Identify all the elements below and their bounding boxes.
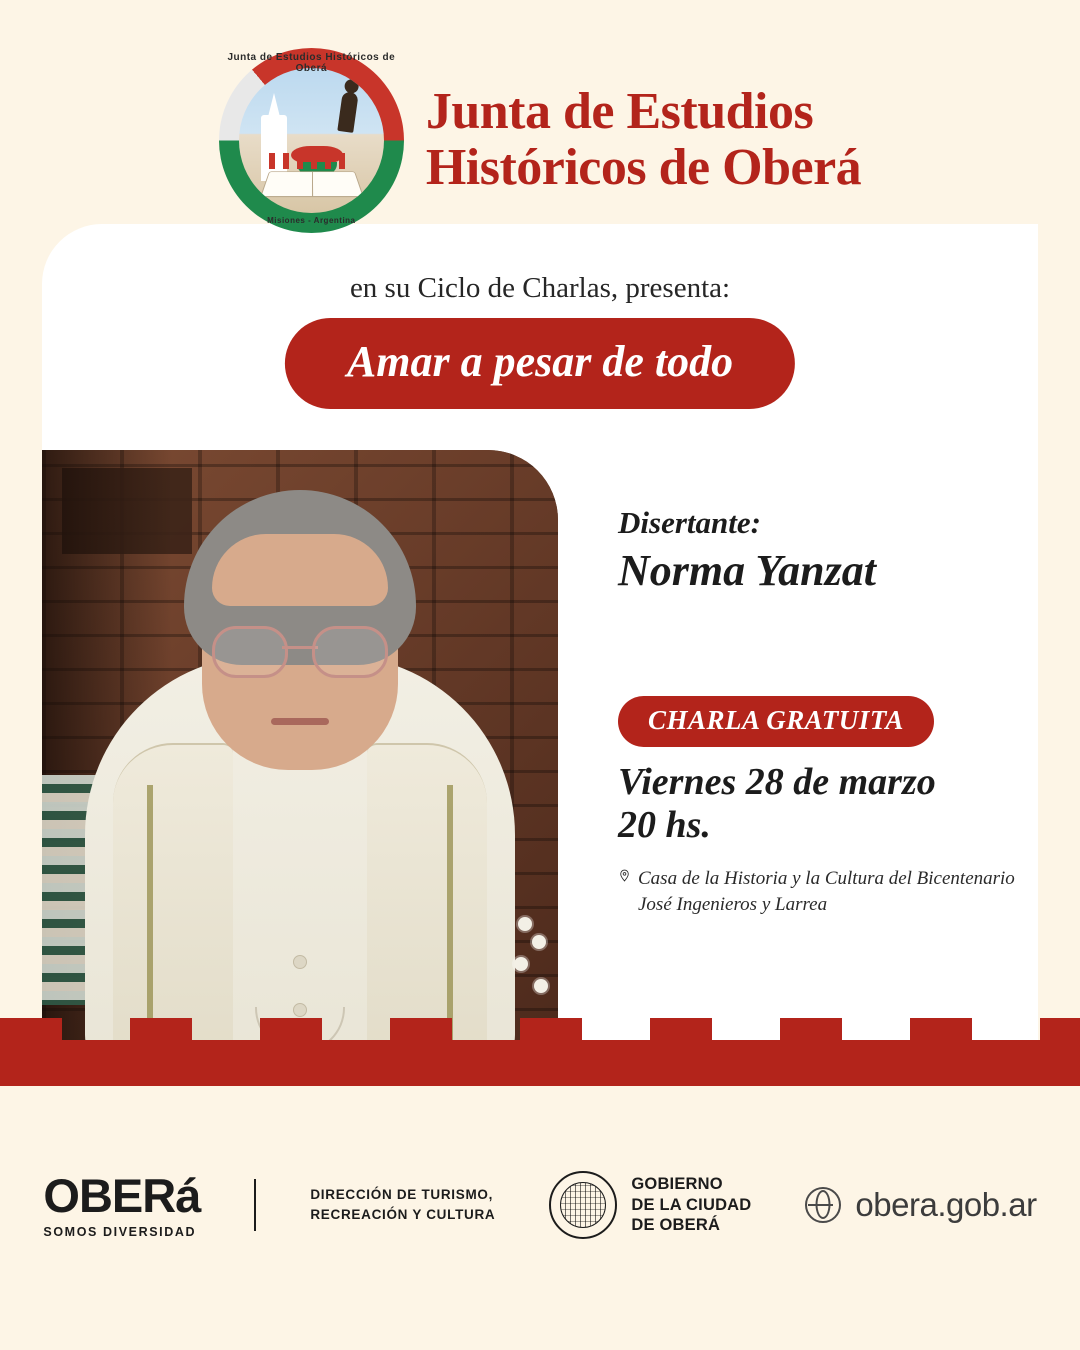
free-talk-badge: CHARLA GRATUITA [618, 696, 934, 747]
organization-title-line2: Históricos de Oberá [425, 139, 862, 196]
flower-decor-icon [512, 917, 552, 1007]
event-time: 20 hs. [618, 803, 711, 846]
government-line2: DE LA CIUDAD [631, 1195, 752, 1214]
event-details [618, 505, 1038, 917]
speaker-name: Norma Yanzat [618, 546, 876, 595]
event-date [618, 761, 1038, 846]
event-date-line1: Viernes 28 de marzo [618, 761, 936, 803]
footer-divider [254, 1179, 256, 1231]
city-logo [43, 1168, 201, 1239]
city-logo-word: OBERá [43, 1168, 201, 1222]
location-pin-icon [618, 869, 631, 882]
organization-title [426, 84, 861, 196]
website-url[interactable]: obera.gob.ar [855, 1186, 1037, 1223]
government-line3: DE OBERÁ [631, 1216, 721, 1235]
emblem-text-bottom: Misiones - Argentina [267, 215, 356, 225]
header [0, 50, 1080, 230]
city-logo-tagline: SOMOS DIVERSIDAD [43, 1224, 197, 1239]
globe-icon [805, 1187, 841, 1223]
speaker-photo [42, 450, 558, 1045]
talk-title: Amar a pesar de todo [285, 318, 795, 409]
intro-text: en su Ciclo de Charlas, presenta: [349, 272, 731, 304]
venue-line2: José Ingenieros y Larrea [638, 893, 828, 915]
government-line1: GOBIERNO [631, 1175, 723, 1194]
website-link[interactable] [805, 1186, 1036, 1224]
government-shield-icon [549, 1171, 617, 1239]
department-line1: DIRECCIÓN DE TURISMO, [310, 1187, 494, 1203]
speaker-label: Disertante: [618, 505, 761, 540]
venue-line1: Casa de la Historia y la Cultura del Bicentenario [638, 868, 1015, 890]
department-name [310, 1185, 495, 1224]
junta-emblem-icon [219, 48, 404, 233]
footer [0, 1150, 1080, 1260]
department-line2: RECREACIÓN Y CULTURA [310, 1207, 496, 1222]
event-venue [618, 866, 1038, 917]
battlement-band [0, 1040, 1080, 1086]
organization-title-line1: Junta de Estudios [425, 82, 814, 140]
government-logo [549, 1171, 751, 1239]
emblem-text-top: Junta de Estudios Históricos de Oberá [227, 51, 396, 74]
